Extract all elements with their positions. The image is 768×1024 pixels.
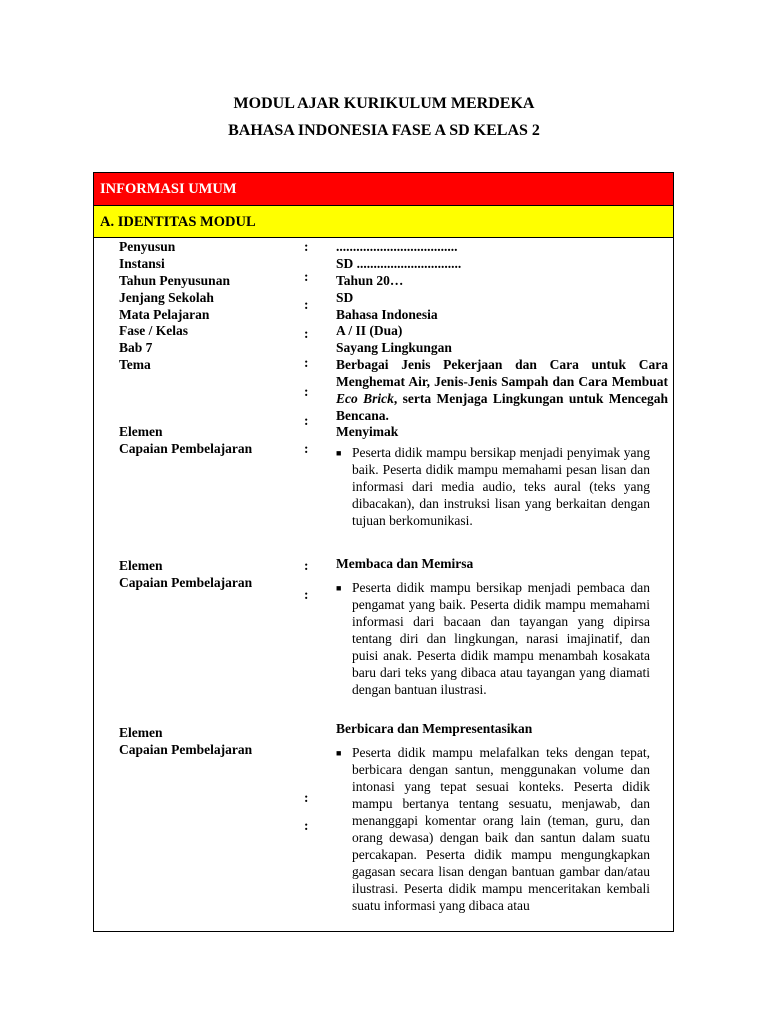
module-table <box>93 172 674 932</box>
colon: : <box>304 297 309 312</box>
document-subtitle: BAHASA INDONESIA FASE A SD KELAS 2 <box>228 122 540 139</box>
colon: : <box>304 790 309 805</box>
element-description: Peserta didik mampu melafalkan teks dengan tepat, berbicara dengan santun, menggunakan volume dan intonasi yang tepat sesuai konteks. Peserta didik mampu bertanya tentang sesuatu, menjawab, dan menanggapi komentar orang lain (teman, guru, dan orang dewasa) dengan baik dan santun dalam suatu percakapan. Peserta didik mampu mengungkapkan gagasan secara lisan dengan bantuan gambar dan/atau ilustrasi. Peserta didik mampu menceritakan kembali suatu informasi yang dibaca atau <box>352 745 650 913</box>
eco-brick-term: Eco Brick <box>336 391 394 406</box>
label-bab: Bab 7 <box>119 340 153 355</box>
label-elemen: Elemen <box>119 558 163 573</box>
label-jenjang: Jenjang Sekolah <box>119 290 214 305</box>
label-tema: Tema <box>119 357 151 372</box>
label-tahun: Tahun Penyusunan <box>119 273 230 288</box>
label-capaian: Capaian Pembelajaran <box>119 575 253 590</box>
bullet-icon: ■ <box>336 583 342 593</box>
colon: : <box>304 587 309 602</box>
value-mapel: Bahasa Indonesia <box>336 307 438 322</box>
label-elemen: Elemen <box>119 725 163 740</box>
value-jenjang: SD <box>336 290 354 305</box>
general-info-band: INFORMASI UMUM <box>94 173 673 206</box>
colon: : <box>304 441 309 456</box>
value-instansi: SD ............................... <box>336 256 462 271</box>
value-penyusun: .................................... <box>336 239 458 254</box>
identity-band: A. IDENTITAS MODUL <box>94 206 673 238</box>
bullet-icon: ■ <box>336 748 342 758</box>
colon: : <box>304 818 309 833</box>
label-elemen: Elemen <box>119 424 163 439</box>
element-description: Peserta didik mampu bersikap menjadi penyimak yang baik. Peserta didik mampu memahami pesan lisan dan informasi dari media audio, teks aural (teks yang dibacakan), dan instruksi lisan yang berkaitan dengan tujuan berkomunikasi. <box>352 445 650 528</box>
value-bab: Sayang Lingkungan <box>336 340 452 355</box>
label-capaian: Capaian Pembelajaran <box>119 742 253 757</box>
colon: : <box>304 326 309 341</box>
element-description: Peserta didik mampu bersikap menjadi pembaca dan pengamat yang baik. Peserta didik mampu memahami informasi dari bacaan dan tayangan yang dipirsa tentang diri dan lingkungan, narasi imajinatif, dan puisi anak. Peserta didik mampu menambah kosakata baru dari teks yang dibaca atau tayangan yang diamati dengan bantuan ilustrasi. <box>352 580 650 697</box>
label-instansi: Instansi <box>119 256 165 271</box>
label-capaian: Capaian Pembelajaran <box>119 441 253 456</box>
label-fase: Fase / Kelas <box>119 323 188 338</box>
colon: : <box>304 384 309 399</box>
document-title: MODUL AJAR KURIKULUM MERDEKA <box>233 95 535 112</box>
element-name: Membaca dan Memirsa <box>336 556 474 571</box>
element-name: Berbicara dan Mempresentasikan <box>336 721 533 736</box>
value-tahun: Tahun 20… <box>336 273 404 288</box>
value-tema: Berbagai Jenis Pekerjaan dan Cara untuk Cara Menghemat Air, Jenis-Jenis Sampah dan Cara Membuat Eco Brick, serta Menjaga Lingkungan untuk Mencegah Bencana. <box>336 357 668 423</box>
colon: : <box>304 558 309 573</box>
label-penyusun: Penyusun <box>119 239 176 254</box>
colon: : <box>304 413 309 428</box>
bullet-icon: ■ <box>336 448 342 458</box>
colon: : <box>304 355 309 370</box>
colon: : <box>304 239 309 254</box>
value-fase: A / II (Dua) <box>336 323 403 338</box>
element-name: Menyimak <box>336 424 399 439</box>
label-mapel: Mata Pelajaran <box>119 307 210 322</box>
colon: : <box>304 269 309 284</box>
